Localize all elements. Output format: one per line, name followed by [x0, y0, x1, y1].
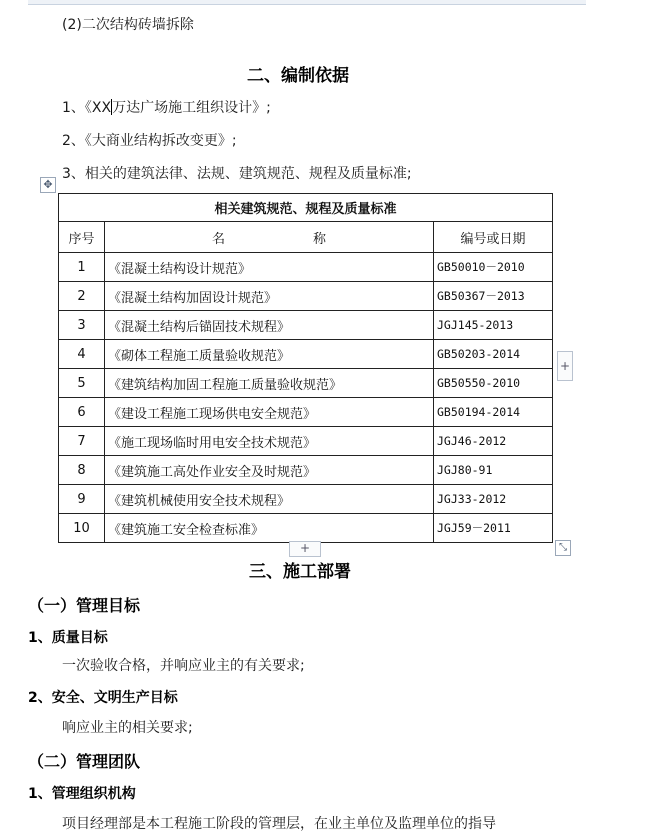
cell-name[interactable]: 《混凝土结构设计规范》 [105, 253, 434, 282]
cell-code[interactable]: JGJ33-2012 [434, 485, 553, 514]
org-structure-text: 项目经理部是本工程施工阶段的管理层，在业主单位及监理单位的指导 [62, 816, 496, 832]
table-row [59, 253, 553, 282]
cell-seq[interactable]: 7 [59, 427, 105, 456]
quality-goal-text: 一次验收合格，并响应业主的有关要求; [62, 658, 305, 674]
cell-code[interactable]: GB50194-2014 [434, 398, 553, 427]
cell-seq[interactable]: 4 [59, 340, 105, 369]
page-top-edge [28, 0, 586, 5]
cell-seq[interactable]: 1 [59, 253, 105, 282]
cell-code[interactable]: JGJ46-2012 [434, 427, 553, 456]
standards-table [58, 193, 553, 543]
header-name-a: 名 [211, 231, 225, 247]
add-row-button[interactable] [289, 541, 321, 557]
quality-goal-title: 1、质量目标 [28, 630, 108, 646]
add-column-button[interactable] [557, 351, 573, 381]
org-structure-title: 1、管理组织机构 [28, 786, 136, 802]
cell-code[interactable]: GB50367－2013 [434, 282, 553, 311]
cell-code[interactable]: GB50203-2014 [434, 340, 553, 369]
basis-item-1 [62, 97, 271, 117]
cell-name[interactable]: 《建设工程施工现场供电安全规范》 [105, 398, 434, 427]
header-code[interactable]: 编号或日期 [434, 222, 553, 253]
section2-title: 二、编制依据 [247, 66, 349, 86]
sub1-title: （一）管理目标 [28, 596, 141, 615]
cell-name[interactable]: 《砌体工程施工质量验收规范》 [105, 340, 434, 369]
plus-icon: + [299, 541, 311, 555]
basis-item-3: 3、相关的建筑法律、法规、建筑规范、规程及质量标准; [62, 166, 412, 182]
cell-seq[interactable]: 5 [59, 369, 105, 398]
cell-code[interactable]: GB50550-2010 [434, 369, 553, 398]
table-row [59, 427, 553, 456]
move-icon[interactable]: ✥ [40, 177, 56, 193]
sub2-title: （二）管理团队 [28, 752, 141, 771]
table-row [59, 485, 553, 514]
table-row [59, 398, 553, 427]
cell-name[interactable]: 《施工现场临时用电安全技术规范》 [105, 427, 434, 456]
table-row [59, 282, 553, 311]
cell-seq[interactable]: 8 [59, 456, 105, 485]
header-name[interactable] [105, 222, 434, 253]
cell-code[interactable]: JGJ145-2013 [434, 311, 553, 340]
safety-goal-title: 2、安全、文明生产目标 [28, 690, 178, 706]
cell-seq[interactable]: 3 [59, 311, 105, 340]
table-title-row [59, 194, 553, 222]
table-title[interactable]: 相关建筑规范、规程及质量标准 [59, 194, 553, 222]
header-seq[interactable]: 序号 [59, 222, 105, 253]
safety-goal-text: 响应业主的相关要求; [62, 720, 193, 736]
cell-name[interactable]: 《混凝土结构加固设计规范》 [105, 282, 434, 311]
table-row [59, 369, 553, 398]
basis-item-2: 2、《大商业结构拆改变更》; [62, 133, 237, 149]
basis-item-1-post: 万达广场施工组织设计》; [112, 100, 271, 116]
cell-seq[interactable]: 2 [59, 282, 105, 311]
cell-seq[interactable]: 6 [59, 398, 105, 427]
cell-seq[interactable]: 9 [59, 485, 105, 514]
cell-code[interactable]: JGJ59－2011 [434, 514, 553, 543]
plus-icon: + [559, 359, 571, 373]
cell-name[interactable]: 《建筑结构加固工程施工质量验收规范》 [105, 369, 434, 398]
table-row [59, 340, 553, 369]
cell-code[interactable]: GB50010－2010 [434, 253, 553, 282]
header-name-b: 称 [312, 231, 326, 247]
cell-seq[interactable]: 10 [59, 514, 105, 543]
table-row [59, 456, 553, 485]
table-row [59, 311, 553, 340]
cell-name[interactable]: 《建筑施工高处作业安全及时规范》 [105, 456, 434, 485]
cell-name[interactable]: 《建筑机械使用安全技术规程》 [105, 485, 434, 514]
cell-name[interactable]: 《建筑施工安全检查标准》 [105, 514, 434, 543]
table-header-row [59, 222, 553, 253]
cell-name[interactable]: 《混凝土结构后锚固技术规程》 [105, 311, 434, 340]
basis-item-1-pre: 1、《XX [62, 100, 112, 116]
header-fragment: (2)二次结构砖墙拆除 [62, 17, 194, 33]
table-row [59, 514, 553, 543]
cell-code[interactable]: JGJ80-91 [434, 456, 553, 485]
resize-icon[interactable]: ⤡ [555, 540, 571, 556]
section3-title: 三、施工部署 [249, 562, 351, 582]
